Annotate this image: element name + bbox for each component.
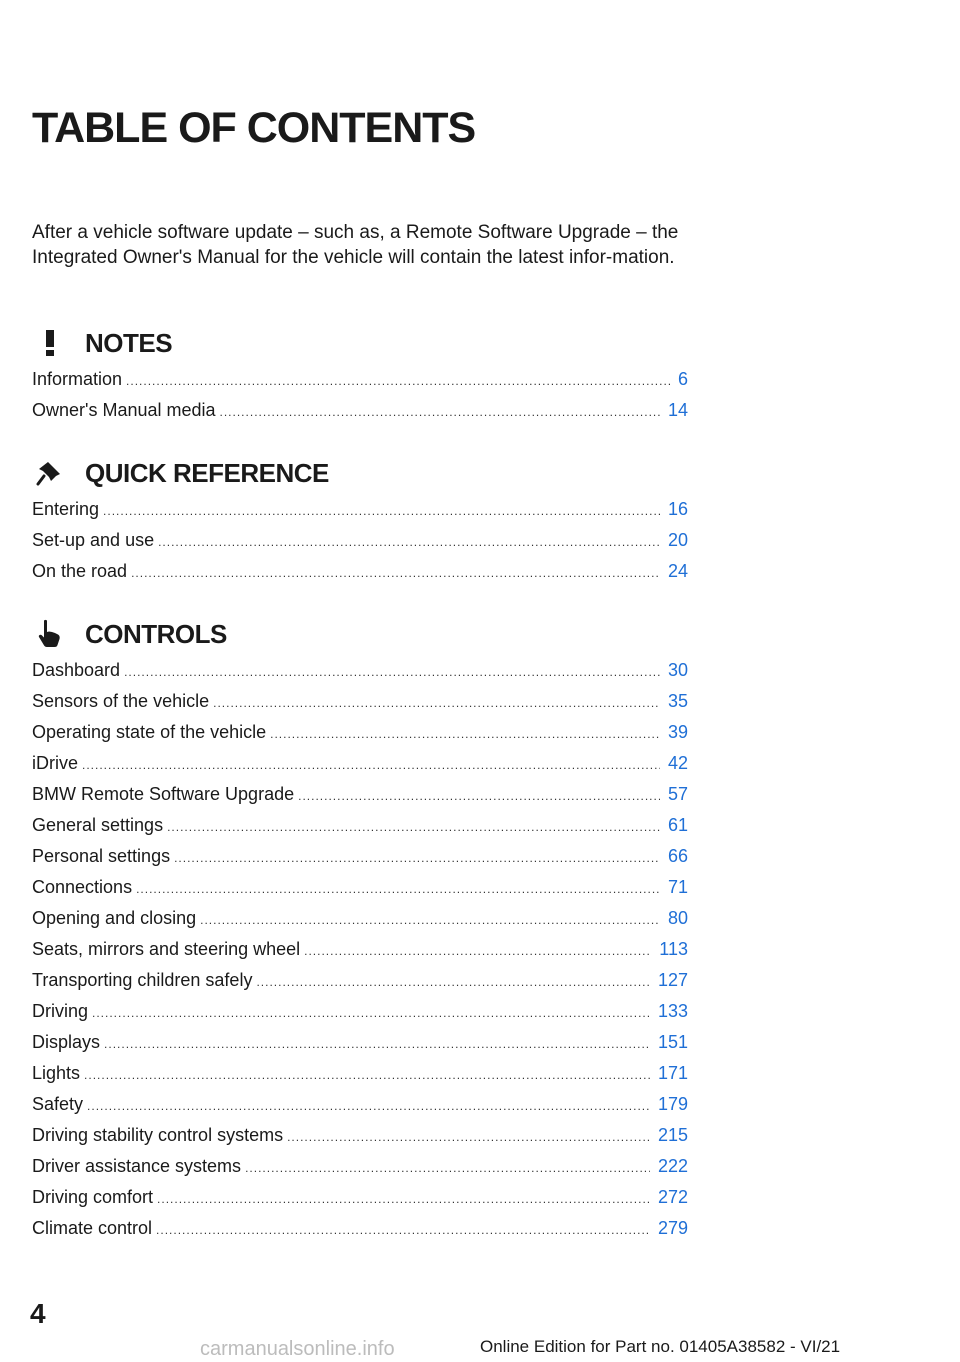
dot-leader	[287, 1122, 650, 1153]
dot-leader	[124, 657, 660, 688]
intro-paragraph: After a vehicle software update – such as, a Remote Software Upgrade – the Integrated Owner's Manual for the vehicle will contain the latest infor-mation.	[32, 222, 679, 268]
toc-entry[interactable]	[32, 996, 688, 1027]
toc-entry-label: Entering	[32, 499, 100, 519]
dot-leader	[174, 843, 660, 874]
toc-entry-page-link[interactable]: 215	[657, 1125, 688, 1145]
toc-entry[interactable]	[32, 779, 688, 810]
toc-entry[interactable]	[32, 1027, 688, 1058]
toc-entry-label: Driver assistance systems	[32, 1156, 242, 1176]
toc-entry[interactable]	[32, 1120, 688, 1151]
toc-entry-label: Driving	[32, 1001, 89, 1021]
footer-edition: Online Edition for Part no. 01405A38582 - VI/21	[480, 1337, 841, 1356]
toc-entry-label: Driving comfort	[32, 1187, 154, 1207]
toc-entry-page-link[interactable]: 127	[657, 970, 688, 990]
toc-entry[interactable]	[32, 810, 688, 841]
dot-leader	[82, 750, 660, 781]
toc-entry-page-link[interactable]: 6	[677, 369, 688, 389]
toc-entry-label: iDrive	[32, 753, 79, 773]
entry-list	[32, 364, 688, 426]
toc-entry-label: Transporting children safely	[32, 970, 253, 990]
dot-leader	[157, 1184, 650, 1215]
toc-entry-page-link[interactable]: 20	[667, 530, 688, 550]
toc-entry[interactable]	[32, 1213, 688, 1244]
toc-entry-label: Safety	[32, 1094, 84, 1114]
dot-leader	[220, 397, 660, 428]
toc-entry-page-link[interactable]: 66	[667, 846, 688, 866]
page-title: TABLE OF CONTENTS	[32, 104, 476, 152]
toc-entry-label: Operating state of the vehicle	[32, 722, 267, 742]
toc-entry-label: Owner's Manual media	[32, 400, 216, 420]
toc-entry-page-link[interactable]: 42	[667, 753, 688, 773]
toc-entry[interactable]	[32, 1182, 688, 1213]
section-quick-reference	[32, 456, 688, 587]
toc-entry-page-link[interactable]: 61	[667, 815, 688, 835]
toc-entry-page-link[interactable]: 133	[657, 1001, 688, 1021]
dot-leader	[92, 998, 650, 1029]
toc-entry[interactable]	[32, 364, 688, 395]
dot-leader	[298, 781, 660, 812]
toc-entry-label: Sensors of the vehicle	[32, 691, 210, 711]
dot-leader	[131, 558, 660, 589]
section-title: QUICK REFERENCE	[85, 457, 329, 488]
section-header	[32, 326, 688, 360]
toc-entry-page-link[interactable]: 39	[667, 722, 688, 742]
toc-entry[interactable]	[32, 965, 688, 996]
toc-entry-page-link[interactable]: 30	[667, 660, 688, 680]
dot-leader	[136, 874, 660, 905]
dot-leader	[245, 1153, 650, 1184]
exclamation-icon	[32, 326, 68, 360]
dot-leader	[270, 719, 660, 750]
toc-entry-label: Personal settings	[32, 846, 171, 866]
footer	[480, 1333, 960, 1362]
pin-icon	[32, 456, 68, 490]
toc-entry-label: Opening and closing	[32, 908, 197, 928]
toc-entry[interactable]	[32, 903, 688, 934]
toc-entry[interactable]	[32, 748, 688, 779]
toc-entry-label: On the road	[32, 561, 128, 581]
watermark: carmanualsonline.info	[200, 1338, 395, 1360]
toc-entry-page-link[interactable]: 16	[667, 499, 688, 519]
toc-entry-label: Dashboard	[32, 660, 121, 680]
dot-leader	[156, 1215, 650, 1246]
toc-entry-page-link[interactable]: 14	[667, 400, 688, 420]
toc-entry[interactable]	[32, 1151, 688, 1182]
section-title: NOTES	[85, 327, 173, 358]
dot-leader	[104, 1029, 650, 1060]
page-number: 4	[30, 1298, 46, 1329]
toc-entry-label: Connections	[32, 877, 133, 897]
toc-entry-label: Information	[32, 369, 123, 389]
section-notes	[32, 326, 688, 426]
toc-entry[interactable]	[32, 686, 688, 717]
toc-entry[interactable]	[32, 934, 688, 965]
toc-entry-page-link[interactable]: 171	[657, 1063, 688, 1083]
dot-leader	[256, 967, 650, 998]
pointing-hand-icon	[32, 617, 68, 651]
section-title: CONTROLS	[85, 618, 227, 649]
toc-entry[interactable]	[32, 841, 688, 872]
toc-entry[interactable]	[32, 556, 688, 587]
toc-entry-label: BMW Remote Software Upgrade	[32, 784, 295, 804]
toc-entry-label: Set-up and use	[32, 530, 155, 550]
toc-entry-label: Displays	[32, 1032, 101, 1052]
toc-entry-page-link[interactable]: 272	[657, 1187, 688, 1207]
toc-entry[interactable]	[32, 525, 688, 556]
toc-entry[interactable]	[32, 1089, 688, 1120]
toc-entry-page-link[interactable]: 113	[659, 939, 688, 959]
table-of-contents	[32, 326, 688, 1274]
entry-list	[32, 655, 688, 1244]
entry-list	[32, 494, 688, 587]
dot-leader	[87, 1091, 650, 1122]
section-controls	[32, 617, 688, 1244]
toc-entry-label: General settings	[32, 815, 164, 835]
toc-entry-label: Climate control	[32, 1218, 153, 1238]
dot-leader	[200, 905, 660, 936]
toc-entry-label: Seats, mirrors and steering wheel	[32, 939, 301, 959]
dot-leader	[158, 527, 660, 558]
toc-entry-label: Lights	[32, 1063, 81, 1083]
dot-leader	[103, 496, 660, 527]
toc-entry[interactable]	[32, 395, 688, 426]
toc-entry-page-link[interactable]: 80	[667, 908, 688, 928]
dot-leader	[213, 688, 660, 719]
toc-entry-page-link[interactable]: 151	[657, 1032, 688, 1052]
dot-leader	[167, 812, 660, 843]
toc-entry[interactable]	[32, 494, 688, 525]
toc-entry[interactable]	[32, 1058, 688, 1089]
dot-leader	[84, 1060, 650, 1091]
toc-entry[interactable]	[32, 717, 688, 748]
section-header	[32, 617, 688, 651]
toc-entry-page-link[interactable]: 57	[667, 784, 688, 804]
dot-leader	[126, 366, 670, 397]
dot-leader	[304, 936, 651, 967]
toc-entry[interactable]	[32, 872, 688, 903]
toc-entry[interactable]	[32, 655, 688, 686]
toc-entry-page-link[interactable]: 222	[657, 1156, 688, 1176]
toc-entry-page-link[interactable]: 24	[667, 561, 688, 581]
toc-entry-page-link[interactable]: 279	[657, 1218, 688, 1238]
toc-entry-page-link[interactable]: 35	[667, 691, 688, 711]
toc-entry-page-link[interactable]: 179	[657, 1094, 688, 1114]
toc-entry-label: Driving stability control systems	[32, 1125, 284, 1145]
section-header	[32, 456, 688, 490]
toc-entry-page-link[interactable]: 71	[667, 877, 688, 897]
